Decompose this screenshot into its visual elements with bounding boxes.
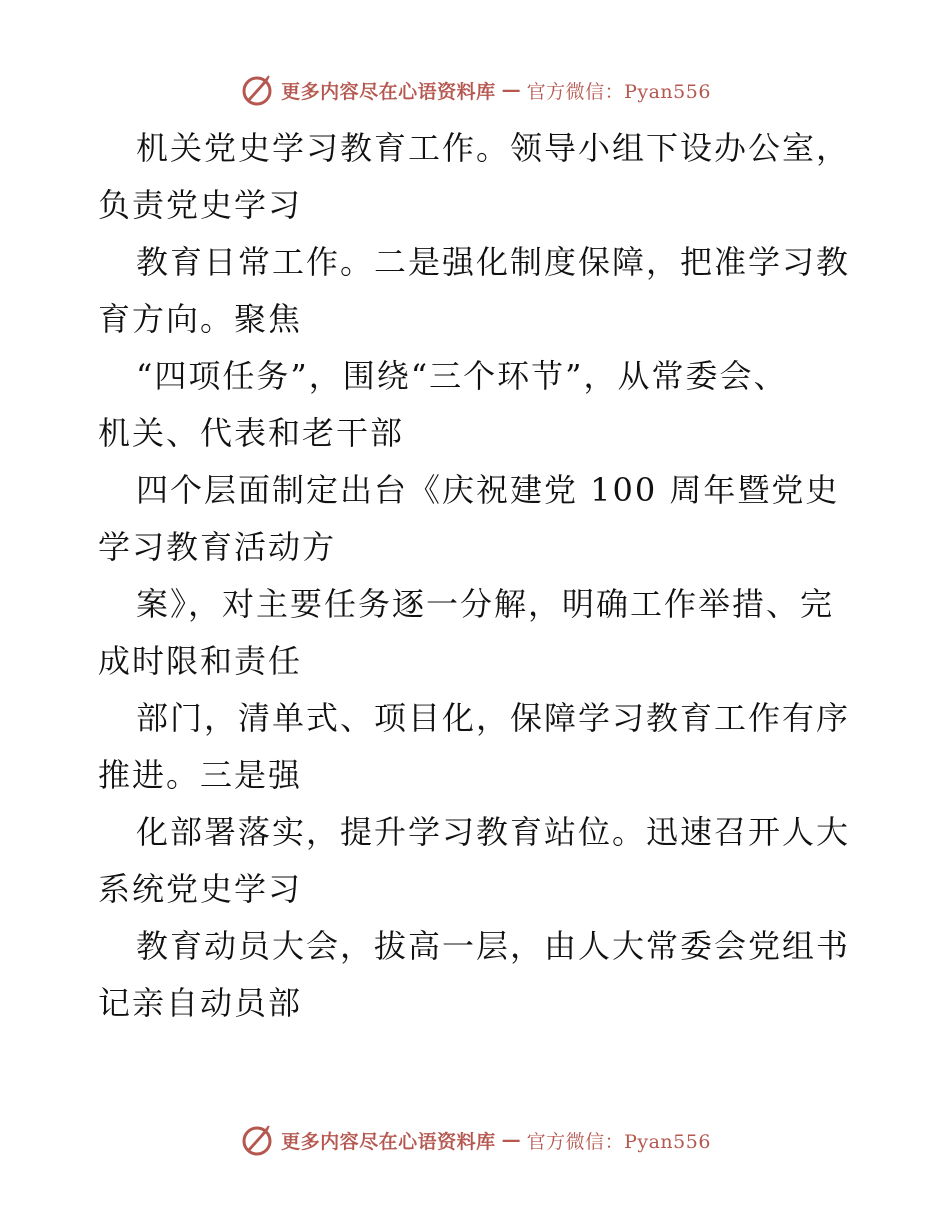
header-separator: — bbox=[501, 79, 521, 101]
header-watermark bbox=[0, 70, 950, 110]
paragraph-line bbox=[98, 804, 858, 918]
header-wechat-text: 官方微信：Pyan556 bbox=[526, 80, 711, 103]
footer-wechat-text: 官方微信：Pyan556 bbox=[526, 1130, 711, 1153]
quill-pen-logo-icon bbox=[239, 1122, 275, 1158]
paragraph-line bbox=[98, 918, 858, 1032]
line-rest: 记亲自动员部 bbox=[98, 984, 303, 1022]
line-first: “四项任务”，围绕“三个环节”，从常委会、 bbox=[136, 357, 788, 395]
line-rest: 育方向。聚焦 bbox=[98, 300, 303, 338]
line-rest: 成时限和责任 bbox=[98, 642, 303, 680]
line-rest: 机关、代表和老干部 bbox=[98, 414, 405, 452]
paragraph-line bbox=[98, 348, 858, 462]
line-rest: 学习教育活动方 bbox=[98, 528, 337, 566]
header-brand-text: 更多内容尽在心语资料库 bbox=[281, 80, 496, 103]
paragraph-line bbox=[98, 690, 858, 804]
line-first: 四个层面制定出台《庆祝建党 100 周年暨党史 bbox=[136, 471, 840, 509]
paragraph-line bbox=[98, 120, 858, 234]
footer-separator: — bbox=[501, 1129, 521, 1151]
line-first: 化部署落实，提升学习教育站位。迅速召开人大 bbox=[136, 813, 851, 851]
line-first: 教育日常工作。二是强化制度保障，把准学习教 bbox=[136, 243, 851, 281]
line-rest: 推进。三是强 bbox=[98, 756, 303, 794]
quill-pen-logo-icon bbox=[239, 72, 275, 108]
paragraph-line bbox=[98, 234, 858, 348]
document-body bbox=[98, 120, 858, 1032]
line-first: 机关党史学习教育工作。领导小组下设办公室， bbox=[136, 129, 851, 167]
line-first: 部门，清单式、项目化，保障学习教育工作有序 bbox=[136, 699, 851, 737]
footer-watermark bbox=[0, 1120, 950, 1160]
footer-brand-text: 更多内容尽在心语资料库 bbox=[281, 1130, 496, 1153]
line-rest: 负责党史学习 bbox=[98, 186, 303, 224]
paragraph-line bbox=[98, 462, 858, 576]
line-rest: 系统党史学习 bbox=[98, 870, 303, 908]
line-first: 教育动员大会，拔高一层，由人大常委会党组书 bbox=[136, 927, 851, 965]
paragraph-line bbox=[98, 576, 858, 690]
line-first: 案》，对主要任务逐一分解，明确工作举措、完 bbox=[136, 585, 835, 623]
